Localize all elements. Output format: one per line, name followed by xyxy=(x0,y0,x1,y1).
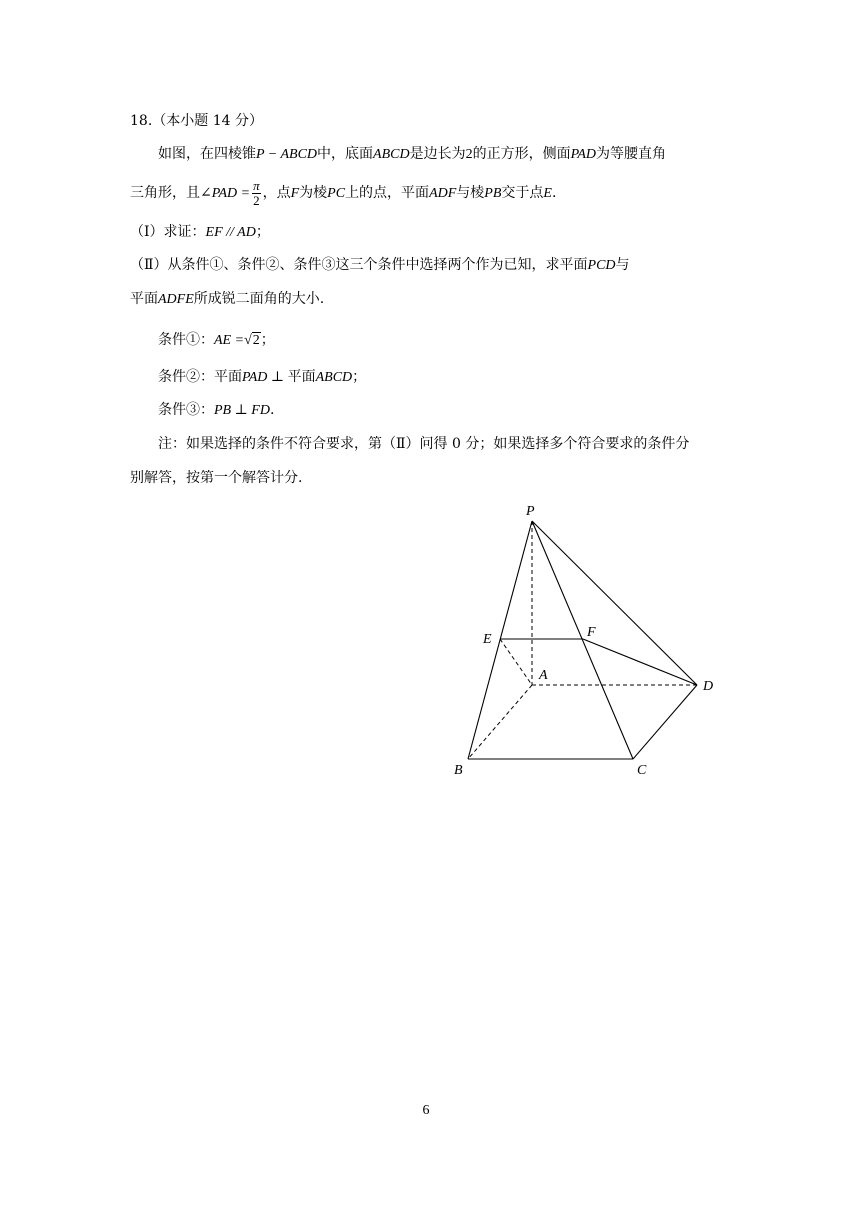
condition-2 xyxy=(158,367,366,388)
condition-label: 条件③： xyxy=(158,402,214,418)
text: 如图，在四棱锥 xyxy=(158,146,256,162)
pyramid-figure xyxy=(440,495,730,790)
radicand: 2 xyxy=(252,333,260,348)
text: ； xyxy=(260,332,275,348)
text: 平面 xyxy=(287,369,316,385)
math: AE = xyxy=(214,333,245,348)
fraction xyxy=(252,179,261,208)
condition-3 xyxy=(158,400,274,421)
text: 平面 xyxy=(130,291,158,307)
edge-PD xyxy=(532,521,697,685)
text: . xyxy=(551,185,557,201)
text: 中，底面 xyxy=(317,146,374,162)
edge-CD xyxy=(633,685,697,759)
fraction-denominator: 2 xyxy=(253,192,260,208)
condition-label: 条件②：平面 xyxy=(158,369,242,385)
text: 交于点 xyxy=(501,185,544,201)
text: . xyxy=(269,402,275,418)
text: 所成锐二面角的大小. xyxy=(193,291,325,307)
segment-EA-hidden xyxy=(500,639,532,685)
text: ； xyxy=(352,369,367,385)
condition-label: 条件①： xyxy=(158,332,214,348)
note-text: 注：如果选择的条件不符合要求，第（Ⅱ）问得 0 分；如果选择多个符合要求的条件分 xyxy=(158,436,690,452)
math: PC xyxy=(327,186,346,201)
label-B: B xyxy=(454,763,463,778)
text: ； xyxy=(255,224,270,240)
perp-symbol: ⊥ xyxy=(267,370,288,385)
math: 2 xyxy=(465,147,473,162)
segment-FD xyxy=(583,639,697,685)
page-number: 6 xyxy=(422,1103,430,1118)
math: ABCD xyxy=(315,370,353,385)
perp-symbol: ⊥ xyxy=(231,403,252,418)
label-A: A xyxy=(539,668,548,683)
problem-header xyxy=(130,111,263,131)
fraction-numerator: π xyxy=(253,177,260,193)
stem-line-2 xyxy=(130,178,556,209)
label-E: E xyxy=(483,632,492,647)
math: PAD xyxy=(570,147,597,162)
math: P − ABCD xyxy=(256,147,318,162)
math: ABCD xyxy=(373,147,410,162)
math: EF // AD xyxy=(205,225,256,240)
part-2-line-1 xyxy=(130,255,630,276)
note-line-1 xyxy=(158,434,689,454)
stem-line-1 xyxy=(158,144,666,165)
text: 的正方形，侧面 xyxy=(472,146,571,162)
text: 是边长为 xyxy=(409,146,466,162)
condition-1 xyxy=(158,330,275,351)
text: 为等腰直角 xyxy=(596,146,667,162)
label-C: C xyxy=(637,763,647,778)
math: PB xyxy=(484,186,502,201)
label-D: D xyxy=(703,679,714,694)
math: E xyxy=(543,186,552,201)
math: ADF xyxy=(429,186,457,201)
problem-number: 18.（本小题 14 分） xyxy=(130,113,263,129)
text: 为棱 xyxy=(299,185,328,201)
text: ，点 xyxy=(262,185,291,201)
edge-PB xyxy=(468,521,532,759)
math: ADFE xyxy=(158,292,194,307)
label-F: F xyxy=(587,625,596,640)
sqrt: √2 xyxy=(244,333,260,348)
part-2-line-2 xyxy=(130,289,324,310)
text: 上的点，平面 xyxy=(345,185,430,201)
math: PCD xyxy=(587,258,616,273)
text: 与 xyxy=(615,257,630,273)
edge-PC xyxy=(532,521,633,759)
math: PB xyxy=(214,403,232,418)
part-1 xyxy=(130,222,270,243)
note-line-2 xyxy=(130,468,302,488)
math: PAD xyxy=(242,370,268,385)
note-text: 别解答，按第一个解答计分. xyxy=(130,470,303,486)
math: ∠PAD = xyxy=(200,186,251,201)
math: FD xyxy=(251,403,270,418)
part-label: （Ⅰ）求证： xyxy=(130,224,206,240)
part-label: （Ⅱ）从条件①、条件②、条件③这三个条件中选择两个作为已知，求平面 xyxy=(130,257,588,273)
label-P: P xyxy=(526,504,535,519)
text: 与棱 xyxy=(456,185,485,201)
text: 三角形，且 xyxy=(130,185,200,201)
math: F xyxy=(290,186,300,201)
